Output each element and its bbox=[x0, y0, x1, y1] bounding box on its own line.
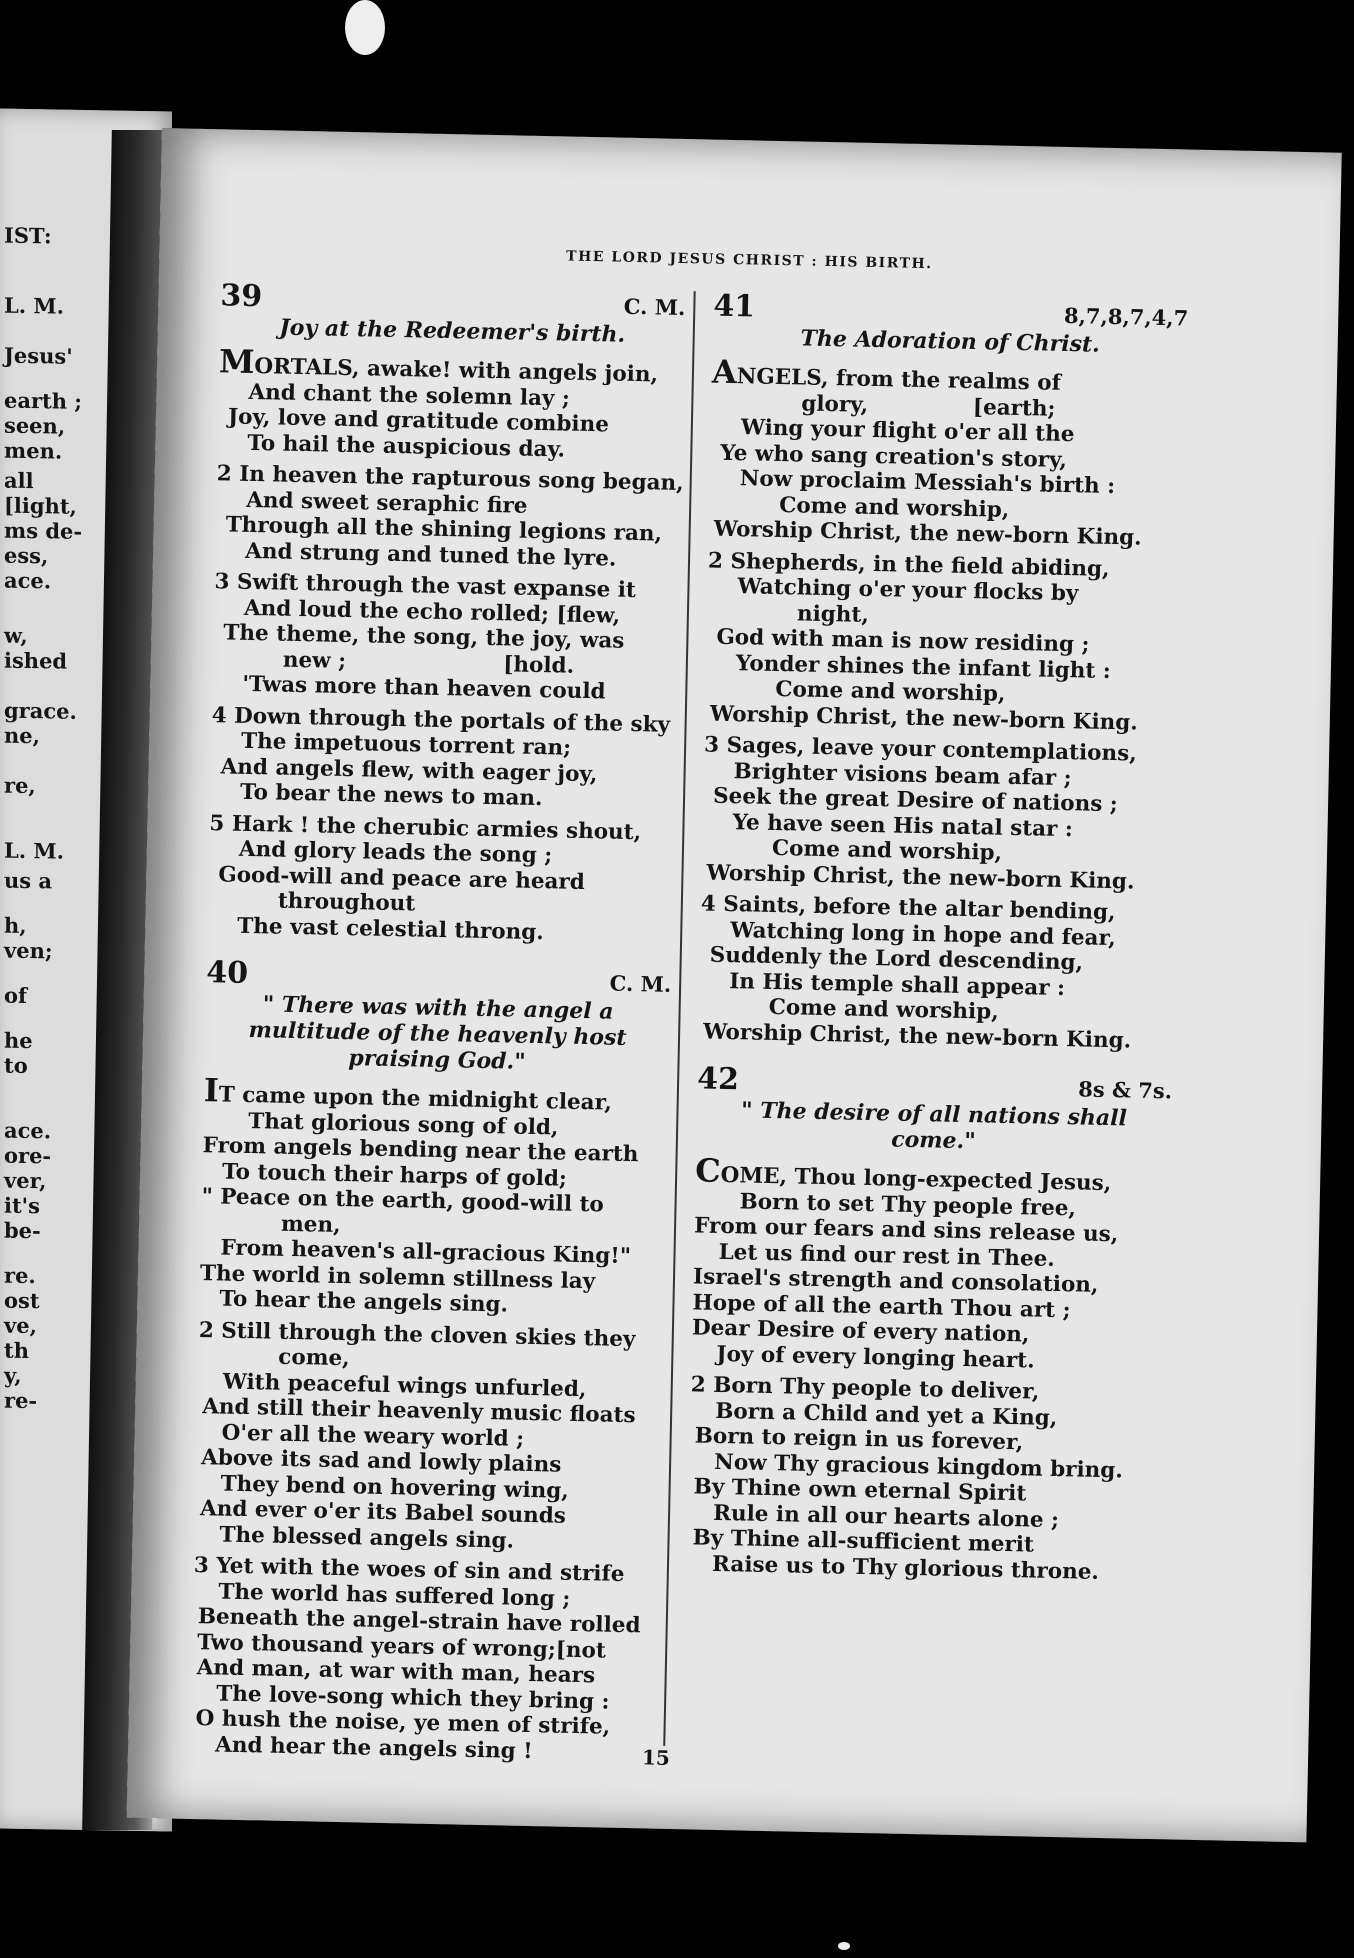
hymn-line: Let us find our rest in Thee. bbox=[718, 1239, 1056, 1272]
facing-page-fragment: [light, bbox=[4, 492, 77, 519]
page-number: 15 bbox=[641, 1745, 671, 1770]
hymn-line: Israel's strength and consolation, bbox=[692, 1264, 1099, 1298]
facing-page-fragment: ms de- bbox=[4, 517, 83, 544]
drop-cap: M bbox=[218, 342, 255, 381]
facing-page-fragment: be- bbox=[4, 1217, 41, 1244]
hymn-line: Come and worship, bbox=[771, 835, 1003, 866]
hymn-line: men, bbox=[280, 1211, 341, 1238]
hymn-line: To touch their harps of gold; bbox=[221, 1158, 568, 1192]
hymn-line: Born to reign in us forever, bbox=[694, 1423, 1024, 1456]
hymn-line: 4 Saints, before the altar bending, bbox=[700, 891, 1116, 926]
hymn-line: 4 Down through the portals of the sky bbox=[211, 702, 671, 738]
hymn-line: 3 Yet with the woes of sin and strife bbox=[193, 1552, 625, 1587]
hymn-line-text: T came upon the midnight clear, bbox=[218, 1082, 613, 1116]
hymn-title: Joy at the Redeemer's birth. bbox=[279, 314, 626, 348]
hymn-line: The impetuous torrent ran; bbox=[240, 728, 572, 761]
hymn-line: Wing your flight o'er all the bbox=[740, 415, 1075, 448]
hymn-line: Born to set Thy people free, bbox=[739, 1188, 1077, 1221]
hymn-40 bbox=[190, 956, 672, 1785]
hymn-line: The vast celestial throng. bbox=[237, 913, 545, 945]
hymn-line: Ye have seen His natal star : bbox=[732, 809, 1074, 842]
hymn-line: And strung and tuned the lyre. bbox=[244, 538, 617, 572]
facing-page-fragment: men. bbox=[4, 437, 63, 464]
hymn-line: From heaven's all-gracious King!" bbox=[220, 1235, 632, 1270]
hymn-line: Watching long in hope and fear, bbox=[730, 917, 1116, 951]
facing-page-fragment: L. M. bbox=[4, 837, 64, 864]
facing-page-fragment: re, bbox=[4, 772, 36, 799]
hymn-line: From angels bending near the earth bbox=[202, 1133, 639, 1168]
hymn-line: Brighter visions beam afar ; bbox=[733, 758, 1072, 791]
facing-page-fragment: L. M. bbox=[4, 292, 64, 319]
dust-speck bbox=[345, 0, 385, 55]
hymn-line: throughout bbox=[277, 888, 416, 917]
left-column bbox=[190, 279, 686, 1784]
facing-page-fragment: ver, bbox=[4, 1167, 47, 1194]
hymn-line: Worship Christ, the new-born King. bbox=[706, 860, 1135, 895]
facing-page-fragment: ore- bbox=[4, 1142, 52, 1169]
hymn-line: Seek the great Desire of nations ; bbox=[712, 783, 1119, 818]
hymn-line: O'er all the weary world ; bbox=[221, 1420, 525, 1452]
hymn-line: The world has suffered long ; bbox=[218, 1579, 571, 1612]
hymn-line: new ; [hold. bbox=[282, 647, 575, 679]
hymn-line: Worship Christ, the new-born King. bbox=[709, 701, 1139, 736]
hymn-meter: 8s & 7s. bbox=[1078, 1076, 1173, 1104]
hymn-line-text: ORTALS, awake! with angels join, bbox=[254, 353, 659, 388]
hymn-line: Beneath the angel-strain have rolled bbox=[197, 1604, 641, 1639]
facing-page-fragment: ess, bbox=[4, 542, 49, 569]
hymn-line: Raise us to Thy glorious throne. bbox=[711, 1551, 1100, 1585]
hymn-line: Worship Christ, the new-born King. bbox=[702, 1019, 1132, 1053]
hymn-line: And man, at war with man, hears bbox=[196, 1655, 596, 1689]
hymn-line: In His temple shall appear : bbox=[728, 968, 1066, 1001]
dust-speck bbox=[838, 1942, 850, 1950]
drop-cap: I bbox=[203, 1071, 220, 1110]
hymn-line: And still their heavenly music floats bbox=[201, 1394, 636, 1429]
hymn-line-text: NGELS, from the realms of bbox=[736, 364, 1062, 396]
hymn-line: Now proclaim Messiah's birth : bbox=[739, 466, 1116, 500]
hymn-number: 39 bbox=[220, 278, 263, 315]
hymn-line: Above its sad and lowly plains bbox=[200, 1445, 562, 1478]
facing-page-fragment: to bbox=[4, 1052, 28, 1078]
hymn-line: Good-will and peace are heard bbox=[218, 861, 586, 895]
hymn-41 bbox=[698, 290, 1189, 1073]
hymn-line: 2 Born Thy people to deliver, bbox=[690, 1372, 1040, 1405]
facing-page-fragment: ace. bbox=[4, 567, 52, 594]
facing-page-fragment: re- bbox=[4, 1387, 38, 1414]
hymn-line: From our fears and sins release us, bbox=[693, 1213, 1119, 1248]
hymn-meter: 8,7,8,7,4,7 bbox=[1063, 302, 1189, 331]
facing-page-fragment: earth ; bbox=[4, 387, 83, 414]
hymn-line: God with man is now residing ; bbox=[716, 624, 1090, 658]
hymn-line: Through all the shining legions ran, bbox=[225, 512, 663, 547]
hymn-line: And chant the solemn lay ; bbox=[248, 379, 571, 412]
hymn-line: Suddenly the Lord descending, bbox=[709, 942, 1084, 976]
hymn-meter: C. M. bbox=[623, 293, 686, 320]
facing-page-fragment: h, bbox=[4, 912, 27, 938]
hymn-line: 3 Swift through the vast expanse it bbox=[214, 569, 637, 604]
hymn-42 bbox=[686, 1062, 1172, 1604]
hymn-title: The Adoration of Christ. bbox=[800, 325, 1101, 358]
hymn-line: By Thine all-sufficient merit bbox=[692, 1525, 1035, 1558]
hymn-line: 5 Hark ! the cherubic armies shout, bbox=[209, 810, 642, 845]
facing-page-fragment: ace. bbox=[4, 1117, 52, 1144]
hymn-line: With peaceful wings unfurled, bbox=[222, 1369, 587, 1402]
running-head: THE LORD JESUS CHRIST : HIS BIRTH. bbox=[565, 248, 933, 273]
hymn-line: The world in solemn stillness lay bbox=[199, 1260, 596, 1294]
drop-cap: A bbox=[711, 352, 738, 392]
hymn-line: Come and worship, bbox=[778, 492, 1010, 523]
hymn-line: Come and worship, bbox=[775, 676, 1006, 707]
facing-page-fragment: ished bbox=[4, 647, 68, 674]
hymn-line: Hope of all the earth Thou art ; bbox=[692, 1289, 1071, 1323]
hymn-line: And ever o'er its Babel sounds bbox=[199, 1496, 567, 1529]
facing-page-fragment: of bbox=[4, 982, 28, 1008]
facing-page-fragment: ne, bbox=[4, 722, 40, 749]
facing-page-fragment: us a bbox=[4, 867, 53, 894]
facing-page-fragment: ost bbox=[4, 1287, 40, 1314]
hymn-line: And sweet seraphic fire bbox=[245, 487, 528, 519]
hymn-line: Come and worship, bbox=[768, 994, 999, 1025]
hymn-line: Rule in all our hearts alone ; bbox=[712, 1500, 1060, 1533]
hymn-title: " There was with the angel a multitude of the heavenly host praising God." bbox=[248, 991, 627, 1075]
hymn-line: And hear the angels sing ! bbox=[214, 1731, 533, 1764]
facing-page-fragment: it's bbox=[4, 1192, 40, 1219]
drop-cap: C bbox=[694, 1151, 722, 1190]
hymn-number: 40 bbox=[205, 955, 249, 991]
hymn-line: Dear Desire of every nation, bbox=[691, 1315, 1030, 1348]
hymn-line: And loud the echo rolled; [flew, bbox=[243, 595, 621, 629]
facing-page-fragment: ven; bbox=[4, 937, 53, 964]
hymn-line: 'Twas more than heaven could bbox=[242, 671, 606, 705]
hymn-line: Joy, love and gratitude combine bbox=[227, 404, 610, 438]
hymn-line: By Thine own eternal Spirit bbox=[693, 1474, 1027, 1507]
hymn-line: Watching o'er your flocks by bbox=[737, 574, 1079, 607]
right-column bbox=[686, 290, 1188, 1605]
hymn-line: 3 Sages, leave your contemplations, bbox=[703, 732, 1137, 767]
facing-page-fragment: all bbox=[4, 467, 34, 494]
facing-page-fragment: ve, bbox=[4, 1312, 37, 1339]
facing-page-fragment: IST: bbox=[4, 222, 52, 249]
hymn-line: The theme, the song, the joy, was bbox=[223, 620, 625, 654]
hymn-line: Worship Christ, the new-born King. bbox=[713, 516, 1142, 551]
facing-page-fragment: y, bbox=[4, 1362, 22, 1388]
facing-page-fragment: grace. bbox=[4, 697, 77, 724]
facing-page-fragment: w, bbox=[4, 622, 28, 648]
hymn-number: 42 bbox=[696, 1061, 740, 1098]
hymn-line: Born a Child and yet a King, bbox=[714, 1398, 1058, 1431]
hymn-title: " The desire of all nations shall come." bbox=[740, 1097, 1128, 1155]
hymn-line: That glorious song of old, bbox=[247, 1108, 559, 1141]
hymn-line: The love-song which they bring : bbox=[215, 1680, 610, 1715]
hymn-line: O hush the noise, ye men of strife, bbox=[195, 1706, 611, 1740]
hymn-line: And glory leads the song ; bbox=[238, 836, 553, 869]
hymn-line: To bear the news to man. bbox=[239, 779, 543, 812]
hymn-number: 41 bbox=[713, 288, 756, 325]
hymn-line: The blessed angels sing. bbox=[219, 1522, 515, 1554]
hymn-line: And angels flew, with eager joy, bbox=[220, 753, 598, 787]
hymn-meter: C. M. bbox=[609, 970, 672, 997]
facing-page-fragment: Jesus' bbox=[4, 342, 73, 369]
hymn-line: Now Thy gracious kingdom bring. bbox=[713, 1449, 1124, 1483]
hymn-39 bbox=[207, 279, 686, 966]
hymn-line: night, bbox=[796, 600, 870, 628]
facing-page-fragment: seen, bbox=[4, 412, 66, 439]
hymn-line: " Peace on the earth, good-will to bbox=[201, 1184, 605, 1218]
hymn-line: To hear the angels sing. bbox=[219, 1286, 509, 1318]
hymn-line: Yonder shines the infant light : bbox=[735, 650, 1111, 684]
hymnal-page bbox=[127, 128, 1342, 1842]
hymn-line: Ye who sang creation's story, bbox=[720, 440, 1068, 473]
facing-page-fragment: re. bbox=[4, 1262, 36, 1289]
hymn-line: come, bbox=[278, 1344, 350, 1372]
facing-page-fragment: he bbox=[4, 1027, 33, 1054]
hymn-line: To hail the auspicious day. bbox=[247, 430, 566, 463]
hymn-line: Two thousand years of wrong;[not bbox=[197, 1629, 607, 1664]
hymn-line-text: OME, Thou long-expected Jesus, bbox=[720, 1162, 1112, 1197]
hymn-line: glory, [earth; bbox=[801, 390, 1056, 422]
hymn-line: They bend on hovering wing, bbox=[220, 1471, 570, 1504]
facing-page-fragment: th bbox=[4, 1337, 29, 1364]
hymn-line: Joy of every longing heart. bbox=[716, 1341, 1035, 1374]
hymn-line: 2 In heaven the rapturous song began, bbox=[216, 461, 684, 497]
hymn-line: 2 Still through the cloven skies they bbox=[198, 1317, 636, 1352]
hymn-line: 2 Shepherds, in the field abiding, bbox=[707, 548, 1110, 582]
